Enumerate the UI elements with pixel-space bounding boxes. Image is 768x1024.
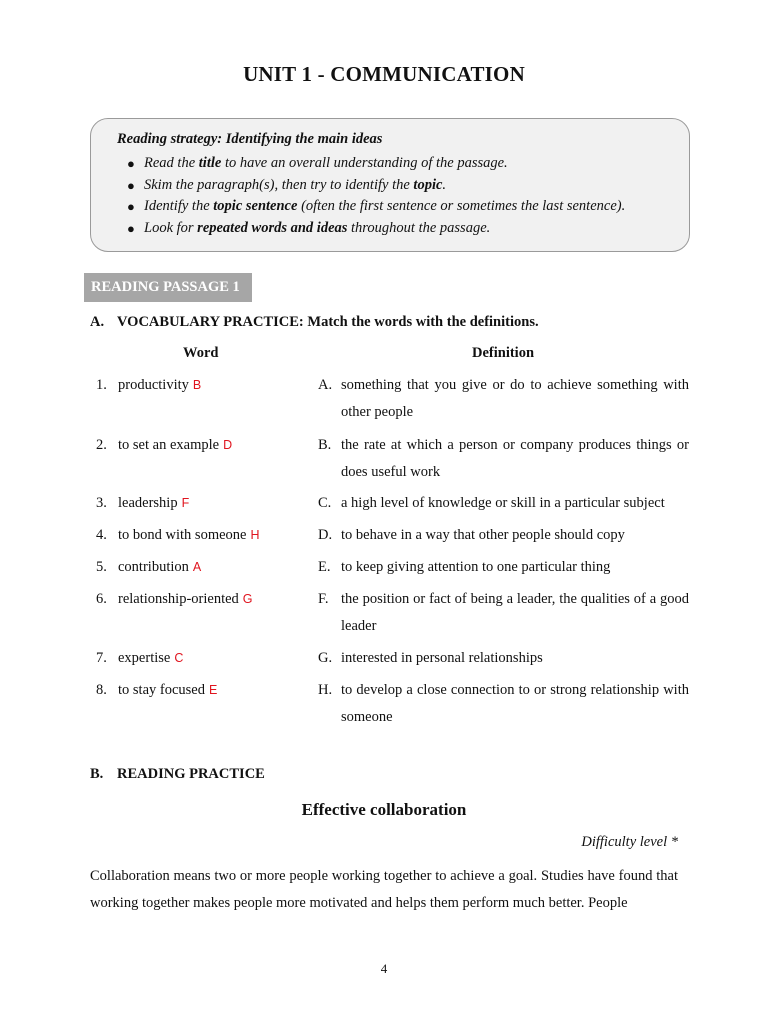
vocab-term: productivity B xyxy=(118,377,202,393)
answer-mark: A xyxy=(192,560,202,574)
passage-title: Effective collaboration xyxy=(301,800,467,819)
vocab-term: relationship-oriented G xyxy=(118,591,253,607)
strategy-list xyxy=(117,153,689,239)
vocab-term: expertise C xyxy=(118,650,184,666)
strategy-item: ● Look for repeated words and ideas throughout the passage. xyxy=(117,218,689,240)
reading-strategy-box xyxy=(90,118,690,252)
page-title: UNIT 1 - COMMUNICATION xyxy=(243,62,525,86)
definition-letter: D. xyxy=(318,527,333,543)
vocab-term: to bond with someone H xyxy=(118,527,260,543)
definition-text: a high level of knowledge or skill in a particular subject xyxy=(341,495,665,511)
vocab-term: to stay focused E xyxy=(118,682,218,698)
bullet-icon: ● xyxy=(127,220,135,236)
definition-text: the position or fact of being a leader, the qualities of a good leader xyxy=(341,591,689,634)
difficulty-level: Difficulty level * xyxy=(581,834,678,850)
definition-text: to keep giving attention to one particular thing xyxy=(341,559,611,575)
strategy-item: ● Read the title to have an overall understanding of the passage. xyxy=(117,153,689,175)
definition-letter: G. xyxy=(318,650,333,666)
answer-mark: C xyxy=(174,651,184,665)
answer-mark: D xyxy=(223,438,233,452)
section-a-heading xyxy=(90,314,539,331)
definition-text: interested in personal relationships xyxy=(341,650,543,666)
answer-mark: E xyxy=(208,683,218,697)
definition-letter: B. xyxy=(318,437,332,453)
page-number: 4 xyxy=(380,961,388,976)
definition-text: the rate at which a person or company produces things or does useful work xyxy=(341,437,689,480)
item-number: 2. xyxy=(96,437,107,453)
bullet-icon: ● xyxy=(127,199,135,214)
vocab-term: to set an example D xyxy=(118,437,233,453)
word-column-header: Word xyxy=(183,345,219,361)
bullet-icon: ● xyxy=(127,177,135,193)
item-number: 6. xyxy=(96,591,107,607)
definition-letter: E. xyxy=(318,559,331,575)
definition-text: to develop a close connection to or strong relationship with someone xyxy=(341,682,689,725)
definition-text: something that you give or do to achieve something with other people xyxy=(341,377,689,420)
vocab-term: leadership F xyxy=(118,495,190,511)
item-number: 8. xyxy=(96,682,107,698)
strategy-heading: Reading strategy: Identifying the main ideas xyxy=(117,131,383,147)
strategy-item: ● Identify the topic sentence (often the first sentence or sometimes the last sentence). xyxy=(117,196,689,218)
answer-mark: G xyxy=(242,592,253,606)
section-title: VOCABULARY PRACTICE: Match the words with the definitions. xyxy=(117,314,539,330)
section-b-heading xyxy=(90,766,265,783)
definition-letter: C. xyxy=(318,495,332,511)
strategy-item: ● Skim the paragraph(s), then try to identify the topic. xyxy=(117,175,689,197)
definition-letter: H. xyxy=(318,682,333,698)
definition-column-header: Definition xyxy=(472,345,535,361)
reading-passage-tag: READING PASSAGE 1 xyxy=(84,273,252,302)
item-number: 3. xyxy=(96,495,107,511)
answer-mark: B xyxy=(192,378,202,392)
item-number: 1. xyxy=(96,377,107,393)
bullet-icon: ● xyxy=(127,156,135,171)
section-letter: A. xyxy=(90,314,105,330)
section-letter: B. xyxy=(90,766,104,782)
passage-body: Collaboration means two or more people working together to achieve a goal. Studies have found that working together makes people more motivated and helps them perform much better. People xyxy=(90,868,678,911)
answer-mark: F xyxy=(181,496,190,510)
item-number: 7. xyxy=(96,650,107,666)
definition-text: to behave in a way that other people should copy xyxy=(341,527,625,543)
definition-letter: A. xyxy=(318,377,333,393)
item-number: 4. xyxy=(96,527,107,543)
answer-mark: H xyxy=(250,528,260,542)
definition-letter: F. xyxy=(318,591,329,607)
section-title: READING PRACTICE xyxy=(117,766,265,782)
vocab-term: contribution A xyxy=(118,559,202,575)
item-number: 5. xyxy=(96,559,107,575)
